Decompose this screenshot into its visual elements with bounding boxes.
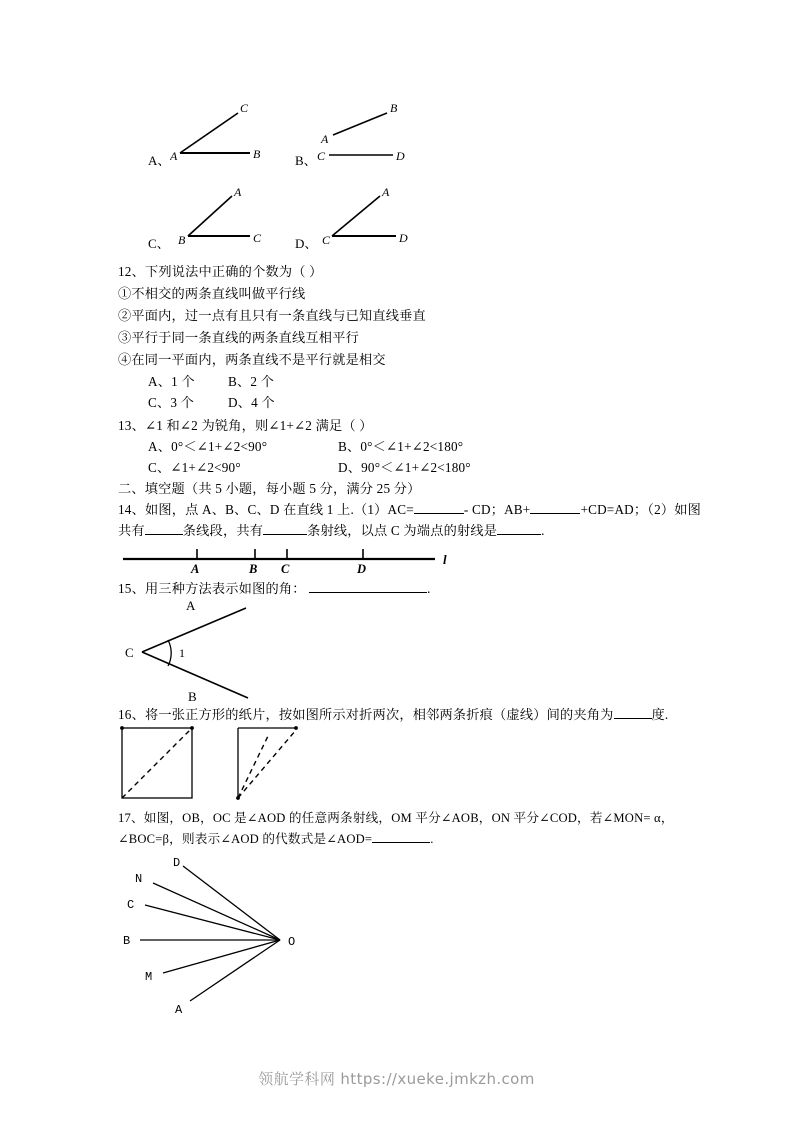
- svg-text:O: O: [288, 935, 296, 949]
- question-14-text-part-1: 14、如图，点 A、B、C、D 在直线 1 上.（1）AC=: [118, 502, 414, 517]
- option-d-label: D、: [295, 236, 318, 251]
- question-12-statement-1: ①不相交的两条直线叫做平行线: [118, 286, 306, 301]
- svg-text:A: A: [382, 188, 390, 199]
- svg-text:C: C: [317, 149, 326, 163]
- svg-text:l: l: [443, 552, 447, 567]
- figure-option-b: [315, 103, 425, 165]
- svg-text:B: B: [390, 103, 398, 115]
- question-13-option-b[interactable]: B、0°＜∠1+∠2<180°: [338, 439, 464, 454]
- svg-text:C: C: [125, 645, 134, 660]
- question-13-stem: 13、∠1 和∠2 为锐角，则∠1+∠2 满足（ ）: [118, 418, 373, 433]
- svg-text:A: A: [186, 598, 196, 613]
- svg-text:C: C: [253, 231, 262, 245]
- svg-text:C: C: [322, 233, 331, 247]
- svg-text:D: D: [357, 562, 367, 576]
- svg-text:A: A: [191, 562, 200, 576]
- figure-rays-from-o: [105, 858, 335, 1023]
- figure-number-line: [115, 538, 475, 578]
- svg-text:A: A: [175, 1003, 183, 1017]
- svg-text:N: N: [135, 872, 143, 886]
- question-14-blank-4[interactable]: [263, 534, 307, 535]
- question-17-line-1: 17、如图，OB，OC 是∠AOD 的任意两条射线，OM 平分∠AOB，ON 平分∠COD，若∠MON= α，: [118, 811, 674, 825]
- question-12-option-b[interactable]: B、2 个: [228, 374, 275, 389]
- svg-text:B: B: [188, 689, 197, 704]
- svg-text:A: A: [321, 132, 329, 146]
- svg-text:A: A: [234, 188, 242, 199]
- svg-text:B: B: [178, 233, 186, 247]
- question-12-option-d[interactable]: D、4 个: [228, 395, 275, 410]
- figure-option-a: [170, 103, 280, 165]
- svg-text:B: B: [253, 147, 261, 161]
- question-14-text-part-6: 条射线，以点 C 为端点的射线是: [307, 523, 498, 538]
- question-12-statement-3: ③平行于同一条直线的两条直线互相平行: [118, 330, 359, 345]
- question-13-option-c[interactable]: C、∠1+∠2<90°: [148, 460, 241, 475]
- option-a-label: A、: [148, 153, 171, 168]
- svg-text:B: B: [123, 934, 131, 948]
- question-14-text-part-2: - CD；AB+: [463, 502, 531, 517]
- svg-text:C: C: [281, 562, 290, 576]
- svg-text:D: D: [173, 858, 181, 870]
- question-16-text-part-2: 度.: [651, 707, 669, 722]
- question-17-period: .: [430, 832, 434, 846]
- question-14-blank-2[interactable]: [530, 513, 580, 514]
- question-14-text-part-3: +CD=AD；（2）如图: [580, 502, 702, 517]
- question-12-statement-4: ④在同一平面内，两条直线不是平行就是相交: [118, 352, 386, 367]
- figure-option-d: [318, 188, 428, 248]
- question-17-text: ∠BOC=β，则表示∠AOD 的代数式是∠AOD=: [118, 832, 373, 846]
- question-12-statement-2: ②平面内，过一点有且只有一条直线与已知直线垂直: [118, 308, 426, 323]
- question-13-option-d[interactable]: D、90°＜∠1+∠2<180°: [338, 460, 471, 475]
- option-b-label: B、: [295, 153, 317, 168]
- figure-option-c: [170, 188, 280, 248]
- svg-text:D: D: [396, 149, 405, 163]
- question-14-text-part-5: 条线段，共有: [182, 523, 264, 538]
- question-16-stem: [118, 708, 668, 722]
- question-14-line-1: [118, 503, 701, 517]
- svg-text:B: B: [249, 562, 258, 576]
- svg-text:C: C: [240, 103, 249, 115]
- question-15-period: .: [427, 581, 431, 596]
- section-2-title: 二、填空题（共 5 小题，每小题 5 分，满分 25 分）: [118, 481, 421, 496]
- question-15-stem: [118, 582, 431, 596]
- question-16-blank[interactable]: [614, 718, 652, 719]
- svg-text:1: 1: [179, 646, 185, 660]
- svg-text:D: D: [399, 231, 408, 245]
- question-13-option-a[interactable]: A、0°＜∠1+∠2<90°: [148, 439, 268, 454]
- question-12-option-a[interactable]: A、1 个: [148, 374, 195, 389]
- question-17-blank[interactable]: [372, 842, 430, 843]
- option-c-label: C、: [148, 236, 170, 251]
- question-12-stem: 12、下列说法中正确的个数为（ ）: [118, 264, 323, 279]
- question-17-line-2: [118, 833, 434, 846]
- question-14-line-2: [118, 524, 545, 538]
- figure-folded-squares: [118, 724, 358, 806]
- question-12-option-c[interactable]: C、3 个: [148, 395, 195, 410]
- question-16-text-part-1: 16、将一张正方形的纸片，按如图所示对折两次，相邻两条折痕（虚线）间的夹角为: [118, 707, 614, 722]
- svg-text:A: A: [170, 149, 178, 163]
- question-14-blank-5[interactable]: [497, 534, 541, 535]
- watermark: 领航学科网 https://xueke.jmkzh.com: [258, 1070, 535, 1088]
- svg-text:C: C: [127, 898, 135, 912]
- question-15-blank[interactable]: [309, 592, 427, 593]
- question-14-text-part-4: 共有: [118, 523, 145, 538]
- figure-angle-acb: [120, 598, 310, 706]
- question-14-blank-1[interactable]: [414, 513, 464, 514]
- question-14-text-part-7: .: [541, 523, 545, 538]
- question-14-blank-3[interactable]: [145, 534, 183, 535]
- question-15-text: 15、用三种方法表示如图的角：: [118, 581, 306, 596]
- svg-text:M: M: [145, 970, 153, 984]
